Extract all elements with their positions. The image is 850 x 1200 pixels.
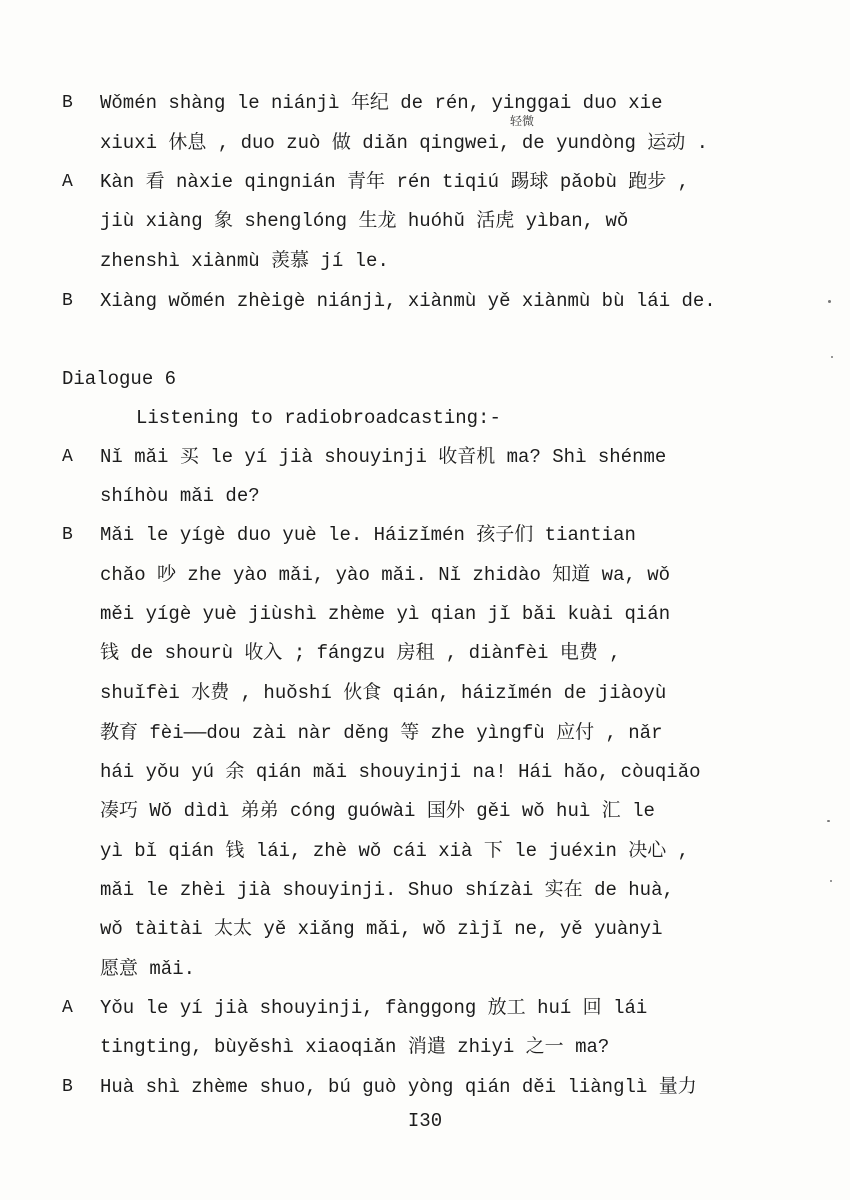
- dialogue-line: [0, 952, 850, 986]
- line-text: hái yǒu yú 余 qián mǎi shouyinji na! Hái hǎo, còuqiǎo: [100, 761, 701, 783]
- dialogue-line: [0, 165, 850, 199]
- dialogue-line: [0, 676, 850, 710]
- line-text: Wǒmén shàng le niánjì 年纪 de rén, yinggai duo xie: [100, 92, 663, 114]
- scan-speck: [827, 820, 830, 822]
- dialogue-line: [0, 401, 850, 435]
- line-text: 钱 de shourù 收入 ; fángzu 房租 , diànfèi 电费 ,: [100, 642, 621, 664]
- scan-speck: [828, 300, 831, 303]
- scan-speck: [831, 356, 833, 358]
- dialogue-line: [0, 636, 850, 670]
- dialogue-line: [0, 86, 850, 120]
- dialogue-line: [0, 794, 850, 828]
- page-number: I30: [407, 1110, 443, 1132]
- line-text: xiuxi 休息 , duo zuò 做 diǎn qingwei, de yundòng 运动 .: [100, 132, 709, 154]
- line-text: shuǐfèi 水费 , huǒshí 伙食 qián, háizǐmén de jiàoyù: [100, 682, 667, 704]
- scan-speck: [830, 880, 832, 882]
- dialogue-line: [0, 440, 850, 474]
- line-text: chǎo 吵 zhe yào mǎi, yào mǎi. Nǐ zhidào 知道 wa, wǒ: [100, 564, 671, 586]
- dialogue-line: [0, 597, 850, 631]
- line-text: Nǐ mǎi 买 le yí jià shouyinji 收音机 ma? Shì shénme: [100, 446, 667, 468]
- line-text: yì bǐ qián 钱 lái, zhè wǒ cái xià 下 le juéxin 决心 ,: [100, 840, 690, 862]
- line-text: Mǎi le yígè duo yuè le. Háizǐmén 孩子们 tiantian: [100, 524, 636, 546]
- speaker-label: B: [62, 525, 73, 545]
- line-text: Xiàng wǒmén zhèigè niánjì, xiànmù yě xiànmù bù lái de.: [100, 290, 716, 312]
- dialogue-line: [0, 1030, 850, 1064]
- line-text: 愿意 mǎi.: [100, 958, 196, 980]
- line-text: Listening to radiobroadcasting:-: [136, 407, 501, 429]
- speaker-label: A: [62, 172, 73, 192]
- line-text: 教育 fèi——dou zài nàr děng 等 zhe yìngfù 应付 , nǎr: [100, 722, 663, 744]
- dialogue-line: [0, 284, 850, 318]
- line-text: jiù xiàng 象 shenglóng 生龙 huóhǔ 活虎 yìban, wǒ: [100, 210, 629, 232]
- dialogue-line: [0, 716, 850, 750]
- line-text: mǎi le zhèi jià shouyinji. Shuo shízài 实在 de huà,: [100, 879, 674, 901]
- dialogue-line: [0, 204, 850, 238]
- line-text: Yǒu le yí jià shouyinji, fànggong 放工 huí 回 lái: [100, 997, 648, 1019]
- speaker-label: B: [62, 291, 73, 311]
- speaker-label: B: [62, 93, 73, 113]
- line-text: Huà shì zhème shuo, bú guò yòng qián děi liànglì 量力: [100, 1076, 697, 1098]
- line-text: měi yígè yuè jiùshì zhème yì qian jǐ bǎi kuài qián: [100, 603, 671, 625]
- dialogue-line: [0, 126, 850, 160]
- dialogue-line: [0, 912, 850, 946]
- dialogue-line: [0, 558, 850, 592]
- line-text: 凑巧 Wǒ dìdì 弟弟 cóng guówài 国外 gěi wǒ huì 汇 le: [100, 800, 655, 822]
- dialogue-line: [0, 479, 850, 513]
- handwritten-annotation: 轻微: [510, 114, 535, 128]
- dialogue-line: [0, 244, 850, 278]
- speaker-label: A: [62, 998, 73, 1018]
- line-text: shíhòu mǎi de?: [100, 485, 260, 507]
- dialogue-line: [0, 991, 850, 1025]
- line-text: zhenshì xiànmù 羡慕 jí le.: [100, 250, 389, 272]
- line-text: tingting, bùyěshì xiaoqiǎn 消遣 zhiyi 之一 ma?: [100, 1036, 610, 1058]
- line-text: wǒ tàitài 太太 yě xiǎng mǎi, wǒ zìjǐ ne, yě yuànyì: [100, 918, 663, 940]
- speaker-label: B: [62, 1077, 73, 1097]
- dialogue-line: [0, 518, 850, 552]
- dialogue-line: [0, 362, 850, 396]
- dialogue-line: [0, 755, 850, 789]
- speaker-label: A: [62, 447, 73, 467]
- dialogue-line: [0, 1070, 850, 1104]
- line-text: Kàn 看 nàxie qingnián 青年 rén tiqiú 踢球 pǎobù 跑步 ,: [100, 171, 690, 193]
- dialogue-line: [0, 873, 850, 907]
- dialogue-line: [0, 834, 850, 868]
- section-heading: Dialogue 6: [62, 368, 177, 390]
